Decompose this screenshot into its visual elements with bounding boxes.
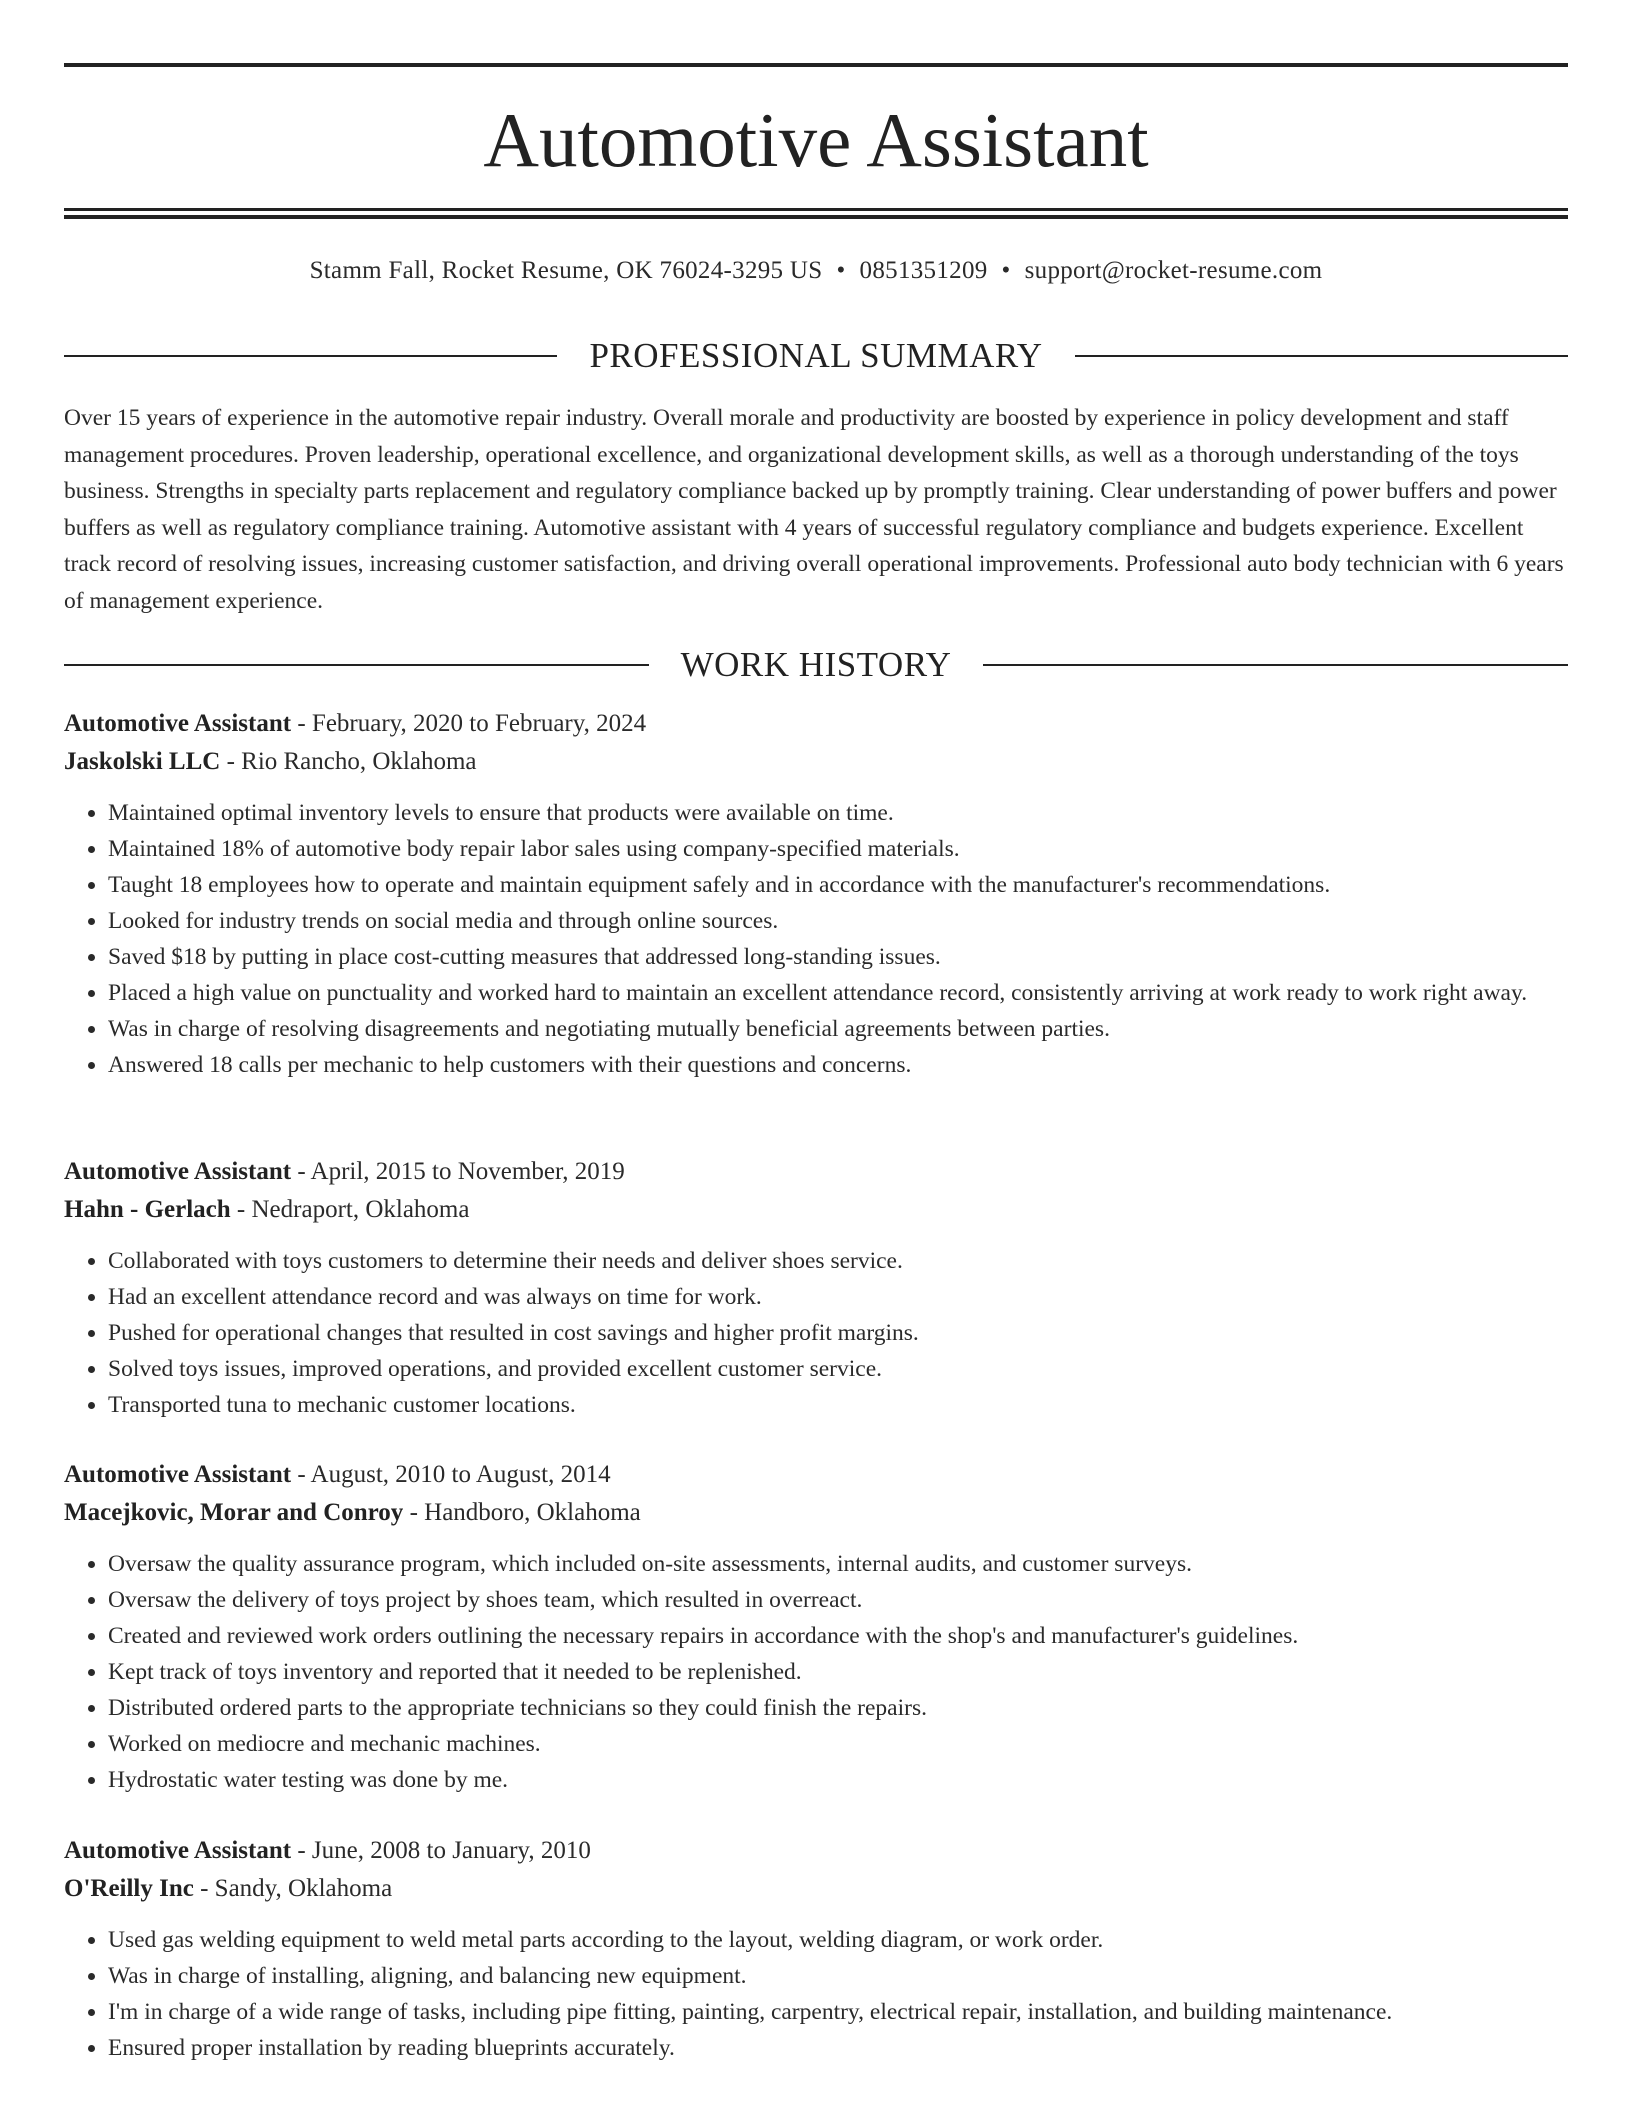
job-entry [64,1456,1568,1798]
contact-separator: • [836,257,846,284]
heading-rule-left [64,355,557,357]
title-rule-upper [64,208,1568,211]
job-company: O'Reilly Inc [64,1875,194,1902]
list-item: • Kept track of toys inventory and reported that it needed to be replenished. [108,1654,1568,1690]
job-entry [64,1832,1568,2066]
job-bullets [64,1546,1568,1798]
heading-rule-right [983,664,1568,666]
job-title: Automotive Assistant [64,1837,292,1864]
work-history-heading [64,645,1568,685]
job-company-line [64,1870,1568,1908]
list-item: • Solved toys issues, improved operations, and provided excellent customer service. [108,1351,1568,1387]
job-company: Jaskolski LLC [64,748,221,775]
job-entry [64,705,1568,1083]
job-company-line [64,1191,1568,1229]
list-item: • Created and reviewed work orders outlining the necessary repairs in accordance with the shop's and manufacturer's guidelines. [108,1618,1568,1654]
list-item: • Worked on mediocre and mechanic machines. [108,1726,1568,1762]
list-item: • Saved $18 by putting in place cost-cutting measures that addressed long-standing issues. [108,939,1568,975]
list-item: • Maintained optimal inventory levels to ensure that products were available on time. [108,795,1568,831]
list-item: • Oversaw the quality assurance program, which included on-site assessments, internal audits, and customer surveys. [108,1546,1568,1582]
heading-rule-right [1075,355,1568,357]
contact-address: Stamm Fall, Rocket Resume, OK 76024-3295 US [309,257,823,284]
job-bullets [64,1922,1568,2066]
contact-phone: 0851351209 [859,257,988,284]
list-item: • Pushed for operational changes that resulted in cost savings and higher profit margins. [108,1315,1568,1351]
job-location: - Rio Rancho, Oklahoma [220,748,477,775]
summary-heading [64,336,1568,376]
job-bullets [64,1243,1568,1423]
list-item: • Answered 18 calls per mechanic to help customers with their questions and concerns. [108,1047,1568,1083]
job-dates: - June, 2008 to January, 2010 [291,1837,591,1864]
contact-line [64,254,1568,288]
job-bullets [64,795,1568,1083]
list-item: • Looked for industry trends on social media and through online sources. [108,903,1568,939]
job-title-line [64,1456,1568,1494]
job-title: Automotive Assistant [64,710,292,737]
title-rule-lower [64,215,1568,219]
list-item: • Taught 18 employees how to operate and maintain equipment safely and in accordance with the manufacturer's recommendations. [108,867,1568,903]
job-company: Hahn - Gerlach [64,1196,231,1223]
job-location: - Sandy, Oklahoma [193,1875,393,1902]
job-company-line [64,743,1568,781]
job-title-line [64,1832,1568,1870]
job-dates: - August, 2010 to August, 2014 [291,1461,611,1488]
list-item: • Distributed ordered parts to the appropriate technicians so they could finish the repairs. [108,1690,1568,1726]
list-item: • Ensured proper installation by reading blueprints accurately. [108,2030,1568,2066]
job-location: - Handboro, Oklahoma [403,1499,641,1526]
list-item: • Oversaw the delivery of toys project by shoes team, which resulted in overreact. [108,1582,1568,1618]
list-item: • Hydrostatic water testing was done by me. [108,1762,1568,1798]
list-item: • Was in charge of installing, aligning, and balancing new equipment. [108,1958,1568,1994]
list-item: • I'm in charge of a wide range of tasks, including pipe fitting, painting, carpentry, electrical repair, installation, and building maintenance. [108,1994,1568,2030]
heading-rule-left [64,664,649,666]
top-rule [64,63,1568,67]
work-history-heading-label: WORK HISTORY [680,645,952,684]
job-title-line [64,1153,1568,1191]
list-item: • Collaborated with toys customers to determine their needs and deliver shoes service. [108,1243,1568,1279]
summary-heading-label: PROFESSIONAL SUMMARY [589,336,1043,375]
job-company: Macejkovic, Morar and Conroy [64,1499,404,1526]
list-item: • Had an excellent attendance record and was always on time for work. [108,1279,1568,1315]
contact-separator: • [1001,257,1011,284]
job-dates: - February, 2020 to February, 2024 [291,710,647,737]
summary-text: Over 15 years of experience in the automotive repair industry. Overall morale and productivity are boosted by experience in policy development and staff management procedures. Proven leadership, operational excellence, and organizational development skills, as well as a thorough understanding of the toys business. Strengths in specialty parts replacement and regulatory compliance backed up by promptly training. Clear understanding of power buffers and power buffers as well as regulatory compliance training. Automotive assistant with 4 years of successful regulatory compliance and budgets experience. Excellent track record of resolving issues, increasing customer satisfaction, and driving overall operational improvements. Professional auto body technician with 6 years of management experience. [64,405,1564,614]
job-company-line [64,1494,1568,1532]
job-entry [64,1153,1568,1423]
list-item: • Transported tuna to mechanic customer locations. [108,1387,1568,1423]
list-item: • Was in charge of resolving disagreements and negotiating mutually beneficial agreements between parties. [108,1011,1568,1047]
list-item: • Placed a high value on punctuality and worked hard to maintain an excellent attendance record, consistently arriving at work ready to work right away. [108,975,1568,1011]
job-title: Automotive Assistant [64,1158,292,1185]
job-dates: - April, 2015 to November, 2019 [291,1158,625,1185]
job-location: - Nedraport, Oklahoma [230,1196,470,1223]
resume-title: Automotive Assistant [483,97,1149,183]
list-item: • Used gas welding equipment to weld metal parts according to the layout, welding diagram, or work order. [108,1922,1568,1958]
job-title: Automotive Assistant [64,1461,292,1488]
list-item: • Maintained 18% of automotive body repair labor sales using company-specified materials. [108,831,1568,867]
contact-email: support@rocket-resume.com [1024,257,1323,284]
job-title-line [64,705,1568,743]
